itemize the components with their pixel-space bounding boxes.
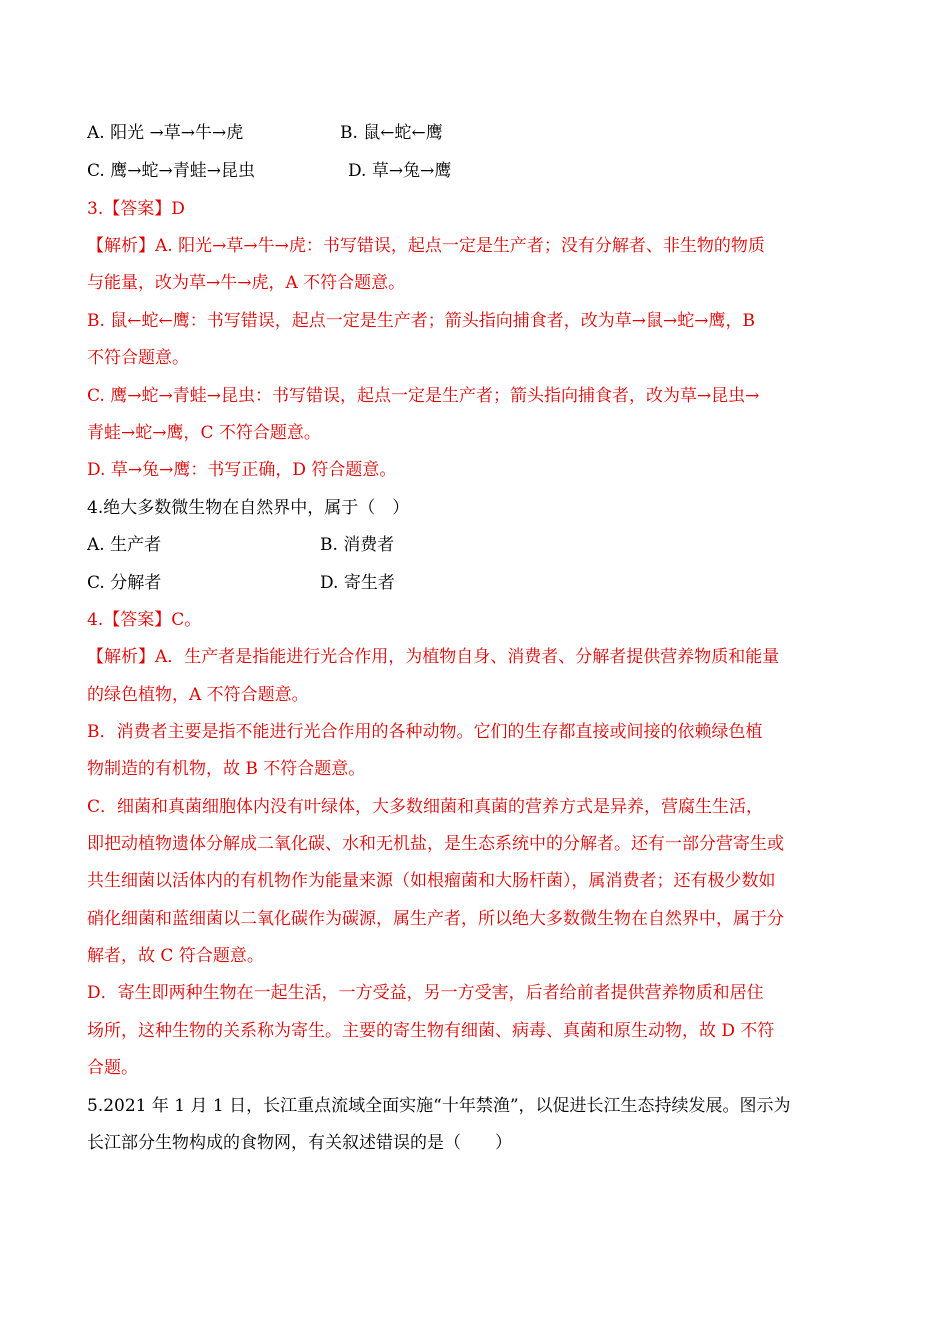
q4-option-a: A. 生产者	[87, 535, 162, 555]
q4-analysis-line: 共生细菌以活体内的有机物作为能量来源（如根瘤菌和大肠杆菌），属消费者；还有极少数如	[87, 871, 776, 891]
q4-analysis-line: C．细菌和真菌细胞体内没有叶绿体，大多数细菌和真菌的营养方式是异养，营腐生生活，	[87, 797, 764, 817]
q4-analysis-line: 合题。	[87, 1058, 138, 1078]
q4-option-b: B. 消费者	[320, 535, 395, 555]
q4-analysis-line: 物制造的有机物，故 B 不符合题意。	[87, 759, 366, 779]
q5-question-line: 5.2021 年 1 月 1 日，长江重点流域全面实施“十年禁渔”，以促进长江生态持续发展。图示为	[87, 1096, 791, 1116]
q3-analysis-line: D. 草→兔→鹰：书写正确，D 符合题意。	[87, 460, 397, 480]
q3-option-a: A. 阳光 →草→牛→虎	[87, 123, 244, 143]
q3-analysis-line: C. 鹰→蛇→青蛙→昆虫：书写错误，起点一定是生产者；箭头指向捕食者，改为草→昆虫→	[87, 386, 760, 406]
q3-analysis-line: B. 鼠←蛇←鹰：书写错误，起点一定是生产者；箭头指向捕食者，改为草→鼠→蛇→鹰，B	[87, 311, 756, 331]
q3-option-b: B. 鼠←蛇←鹰	[340, 123, 443, 143]
q3-analysis-line: 不符合题意。	[87, 348, 189, 368]
q4-analysis-line: 【解析】A．生产者是指能进行光合作用，为植物自身、消费者、分解者提供营养物质和能量	[87, 647, 780, 667]
q3-analysis-line: 青蛙→蛇→鹰，C 不符合题意。	[87, 423, 321, 443]
q3-analysis-line: 与能量，改为草→牛→虎，A 不符合题意。	[87, 273, 406, 293]
q4-option-d: D. 寄生者	[320, 573, 395, 593]
q4-analysis-line: 的绿色植物，A 不符合题意。	[87, 685, 309, 705]
q4-analysis-line: B．消费者主要是指不能进行光合作用的各种动物。它们的生存都直接或间接的依赖绿色植	[87, 722, 763, 742]
q3-option-d: D. 草→兔→鹰	[348, 161, 452, 181]
q4-analysis-line: 硝化细菌和蓝细菌以二氧化碳作为碳源，属生产者，所以绝大多数微生物在自然界中，属于分	[87, 909, 784, 929]
q4-analysis-line: D．寄生即两种生物在一起生活，一方受益，另一方受害，后者给前者提供营养物质和居住	[87, 983, 764, 1003]
q4-question: 4.绝大多数微生物在自然界中，属于（ ）	[87, 498, 410, 518]
q4-analysis-line: 即把动植物遗体分解成二氧化碳、水和无机盐，是生态系统中的分解者。还有一部分营寄生或	[87, 834, 784, 854]
q4-analysis-line: 场所，这种生物的关系称为寄生。主要的寄生物有细菌、病毒、真菌和原生动物，故 D 不符	[87, 1021, 775, 1041]
q3-answer: 3.【答案】D	[87, 199, 185, 219]
q4-option-c: C. 分解者	[87, 573, 162, 593]
q4-answer: 4.【答案】C。	[87, 610, 202, 630]
q4-analysis-line: 解者，故 C 符合题意。	[87, 946, 264, 966]
q5-question-line: 长江部分生物构成的食物网，有关叙述错误的是（ ）	[87, 1133, 512, 1153]
q3-analysis-line: 【解析】A. 阳光→草→牛→虎：书写错误，起点一定是生产者；没有分解者、非生物的物质	[87, 236, 765, 256]
q3-option-c: C. 鹰→蛇→青蛙→昆虫	[87, 161, 255, 181]
